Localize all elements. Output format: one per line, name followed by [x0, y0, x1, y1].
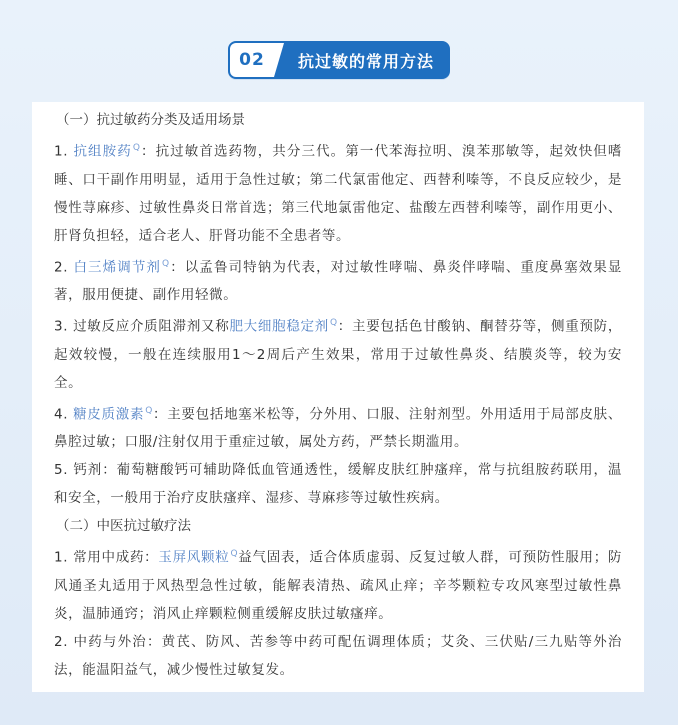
search-icon[interactable]: Q [162, 258, 170, 269]
item-text: ：以孟鲁司特钠为代表，对过敏性哮喘、鼻炎伴哮喘、重度鼻塞效果显著，服用便捷、副作用轻微。 [54, 259, 622, 303]
item-prefix: 1. 常用中成药： [54, 549, 159, 566]
item-text: 益气固表，适合体质虚弱、反复过敏人群，可预防性服用；防风通圣丸适用于风热型急性过敏，能解表清热、疏风止痒；辛芩颗粒专攻风寒型过敏性鼻炎，温肺通窍；消风止痒颗粒侧重缓解皮肤过敏瘙痒。 [54, 549, 623, 622]
keyword-link[interactable]: 白三烯调节剂 [73, 259, 162, 275]
item-prefix: 1. [54, 143, 74, 160]
search-icon[interactable]: Q [132, 143, 141, 153]
section-title-banner: 抗过敏的常用方法 [297, 51, 434, 71]
list-item [54, 540, 622, 628]
list-item [54, 456, 622, 512]
keyword-link[interactable]: 玉屏风颗粒 [158, 549, 230, 566]
content-card [32, 102, 644, 692]
item-text: ：主要包括地塞米松等，分外用、口服、注射剂型。外用适用于局部皮肤、鼻腔过敏；口服/注射仅用于重症过敏，属处方药，严禁长期滥用。 [54, 406, 622, 450]
list-item [54, 250, 622, 310]
section-header [0, 41, 678, 79]
list-item [54, 309, 622, 397]
item-prefix: 3. 过敏反应介质阻滞剂又称 [54, 318, 230, 335]
subsection-title: （二）中医抗过敏疗法 [56, 518, 191, 534]
item-prefix: 2. [54, 259, 74, 275]
subsection-title: （一）抗过敏药分类及适用场景 [56, 112, 245, 128]
section-badge [228, 41, 450, 79]
list-item [54, 134, 622, 250]
keyword-link[interactable]: 抗组胺药 [73, 143, 132, 160]
keyword-link[interactable]: 肥大细胞稳定剂 [229, 318, 329, 335]
item-prefix: 4. [54, 406, 74, 422]
item-text: 5. 钙剂：葡萄糖酸钙可辅助降低血管通透性，缓解皮肤红肿瘙痒，常与抗组胺药联用，温和安全，一般用于治疗皮肤瘙痒、湿疹、荨麻疹等过敏性疾病。 [54, 462, 622, 506]
list-item [54, 628, 622, 684]
item-text: 2. 中药与外治：黄芪、防风、苦参等中药可配伍调理体质；艾灸、三伏贴/三九贴等外治法，能温阳益气，减少慢性过敏复发。 [54, 633, 622, 678]
search-icon[interactable]: Q [230, 549, 239, 559]
keyword-link[interactable]: 糖皮质激素 [73, 406, 145, 422]
section-number: 02 [230, 43, 274, 77]
search-icon[interactable]: Q [329, 318, 338, 328]
search-icon[interactable]: Q [145, 405, 153, 416]
item-text: ：抗过敏首选药物，共分三代。第一代苯海拉明、溴苯那敏等，起效快但嗜睡、口干副作用明显，适用于急性过敏；第二代氯雷他定、西替利嗪等，不良反应较少，是慢性荨麻疹、过敏性鼻炎日常首选；第三代地氯雷他定、盐酸左西替利嗪等，副作用更小、肝肾负担轻，适合老人、肝肾功能不全患者等。 [54, 143, 622, 244]
item-text: ：主要包括色甘酸钠、酮替芬等，侧重预防，起效较慢，一般在连续服用1～2周后产生效果，常用于过敏性鼻炎、结膜炎等，较为安全。 [54, 318, 622, 391]
list-item [54, 397, 622, 457]
